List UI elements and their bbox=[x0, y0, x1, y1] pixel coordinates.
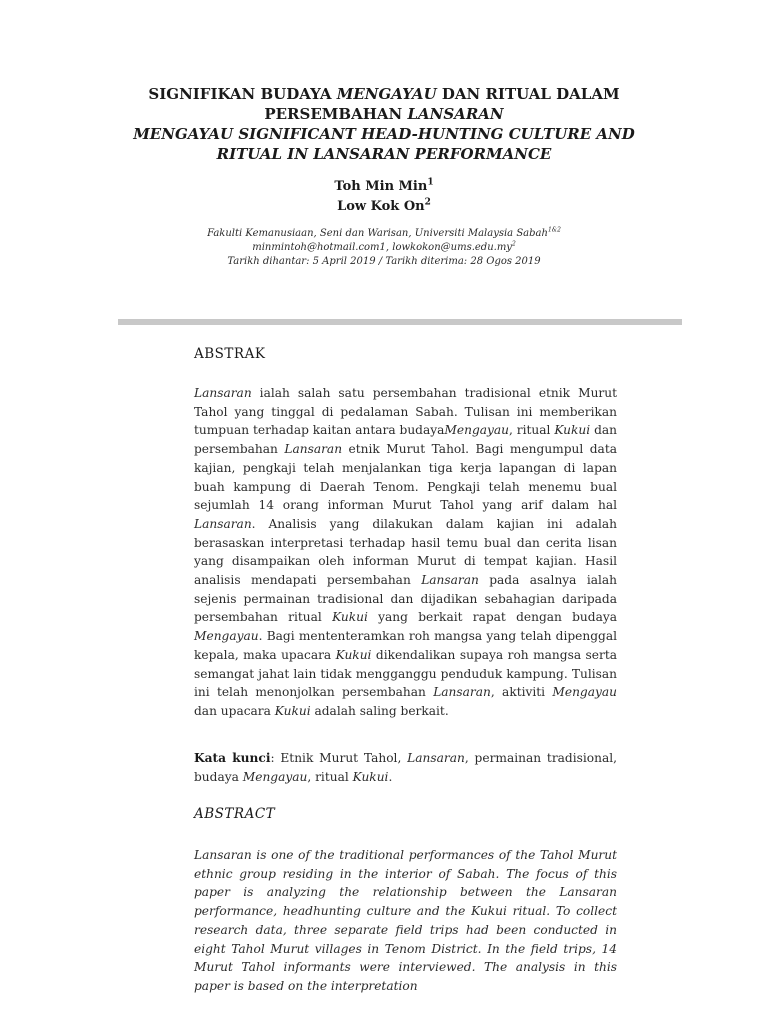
section-divider bbox=[118, 319, 682, 325]
affiliation-block bbox=[0, 227, 768, 269]
title-italic-term: MENGAYAU bbox=[336, 85, 437, 103]
abstract-heading: ABSTRACT bbox=[194, 806, 276, 822]
title-italic-term: LANSARAN bbox=[407, 105, 504, 123]
title-malay-line-2: PERSEMBAHAN LANSARAN bbox=[264, 105, 504, 123]
abstrak-heading: ABSTRAK bbox=[194, 346, 266, 362]
submission-dates: Tarikh dihantar: 5 April 2019 / Tarikh diterima: 28 Ogos 2019 bbox=[227, 256, 541, 267]
title-malay-line-1: SIGNIFIKAN BUDAYA MENGAYAU DAN RITUAL DALAM bbox=[148, 85, 620, 103]
author-list bbox=[0, 177, 768, 217]
abstract-paragraph: Lansaran is one of the traditional performances of the Tahol Murut ethnic group residing in the interior of Sabah. The focus of this paper is analyzing the relationship between the Lansaran performance, headhunting culture and the Kukui ritual. To collect research data, three separate field trips had been conducted in eight Tahol Murut villages in Tenom District. In the field trips, 14 Murut Tahol informants were interviewed. The analysis in this paper is based on the interpretation bbox=[194, 848, 617, 993]
keywords-label: Kata kunci bbox=[194, 751, 271, 765]
abstrak-paragraph: Lansaran ialah salah satu persembahan tradisional etnik Murut Tahol yang tinggal di pedalaman Sabah. Tulisan ini memberikan tumpuan terhadap kaitan antara budayaMengayau, ritual Kukui dan persembahan Lansaran etnik Murut Tahol. Bagi mengumpul data kajian, pengkaji telah menjalankan tiga kerja lapangan di lapan buah kampung di Daerah Tenom. Pengkaji telah menemu bual sejumlah 14 orang informan Murut Tahol yang arif dalam hal Lansaran. Analisis yang dilakukan dalam kajian ini adalah berasaskan interpretasi terhadap hasil temu bual dan cerita lisan yang disampaikan oleh informan Murut di tempat kajian. Hasil analisis mendapati persembahan Lansaran pada asalnya ialah sejenis permainan tradisional dan dijadikan sebahagian daripada persembahan ritual Kukui yang berkait rapat dengan budaya Mengayau. Bagi mententeramkan roh mangsa yang telah dipenggal kepala, maka upacara Kukui dikendalikan supaya roh mangsa serta semangat jahat lain tidak mengganggu penduduk kampung. Tulisan ini telah menonjolkan persembahan Lansaran, aktiviti Mengayau dan upacara Kukui adalah saling berkait. bbox=[194, 386, 618, 718]
author-1: Toh Min Min$^1$ bbox=[334, 177, 434, 194]
title-english-line-1: MENGAYAU SIGNIFICANT HEAD-HUNTING CULTURE AND bbox=[133, 125, 635, 143]
keywords: Kata kunci: Etnik Murut Tahol, Lansaran, permainan tradisional, budaya Mengayau, ritual Kukui. bbox=[194, 751, 617, 784]
paper-title bbox=[0, 84, 768, 164]
institution: Fakulti Kemanusiaan, Seni dan Warisan, Universiti Malaysia Sabah$^{1\&2}$ bbox=[207, 226, 561, 239]
author-2: Low Kok On$^2$ bbox=[337, 197, 431, 214]
title-english-line-2: RITUAL IN LANSARAN PERFORMANCE bbox=[216, 145, 552, 163]
emails: minmintoh@hotmail.com1, $lowkokon@ums.edu.my^2$ bbox=[252, 240, 516, 253]
